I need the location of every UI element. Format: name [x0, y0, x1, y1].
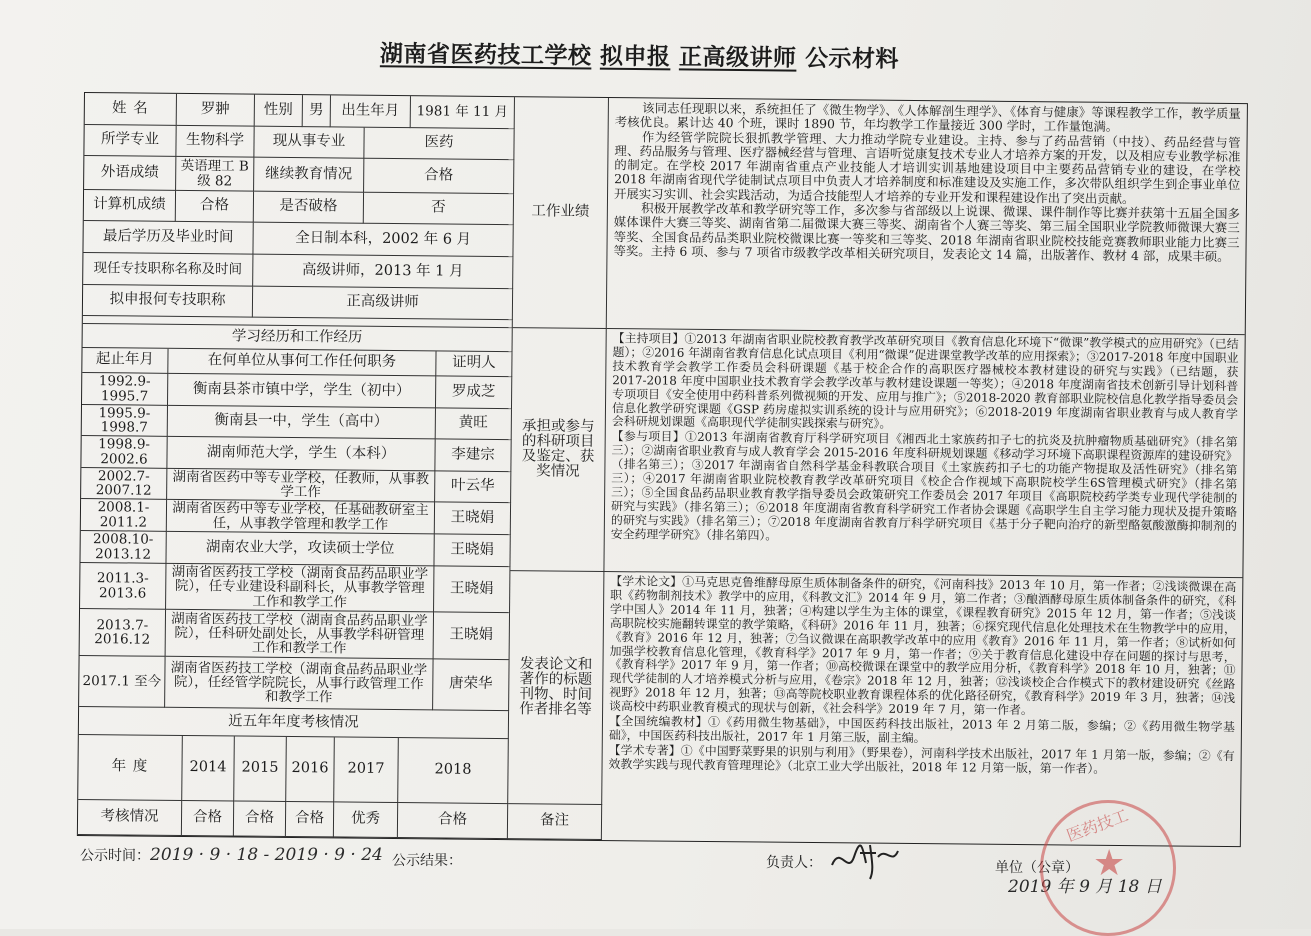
research-block: 【参与项目】①2013 年湖南省教育厅科学研究项目《湘西北土家族药扣子七的抗炎及抗肿瘤物质基础研究》（排名第三）；②湖南省职业教育与成人教育学会 2015-2016 年度科研规划课题《移动学习环境下高职课程资源库的建设研究》（排名第三）；③2017 年湖南省自然科学基金科教联合项目《土家族药扣子七的功能产物提取及活性研究》（排名第三）；④2017 年湖南省职业院校教育教学改革研究项目《校企合作视域下高职院校学生6S管理模式研究》（排名第三）；⑤全国食品药品职业教育教学指导委员会政策研究工作委员会 2017 年项目《高职院校药学类专业现代学徒制的研究与实践》（排名第三）；⑥2018 年度湖南省教育科学研究工作者协会课题《高职学生自主学习能力现状及提升策略的研究与实践》（排名第三）；⑦2018 年度湖南省教育厅科学研究项目《基于分子靶向治疗的新型酪氨酸激酶抑制剂的安全药理学研究》（排名第四）。 — [610, 429, 1238, 543]
current-major-label: 现从事专业 — [254, 127, 364, 159]
assessment-year: 2017 — [334, 737, 399, 803]
papers-label: 发表论文和著作的标题刊物、时间作者排名等 — [508, 571, 604, 805]
major-label: 所学专业 — [84, 125, 176, 157]
assessment-year: 2018 — [398, 738, 509, 804]
signature — [826, 835, 906, 883]
history-col-unit: 在何单位从事何工作任何职务 — [168, 349, 436, 377]
assessment-result: 合格 — [234, 801, 286, 836]
history-period: 1992.9-1995.7 — [82, 373, 168, 406]
publicity-time — [80, 845, 383, 865]
cont-edu-value: 合格 — [364, 159, 514, 194]
history-witness: 王晓娟 — [434, 566, 510, 613]
birth-label: 出生年月 — [331, 95, 411, 128]
history-unit: 衡南县茶市镇中学，学生（初中） — [168, 374, 436, 409]
papers-block: 【学术专著】①《中国野菜野果的识别与利用》（野果卷），河南科学技术出版社，2017 年 1 月第一版，参编；②《有效教学实践与现代教育管理理论》（北京工业大学出版社，2018 年 12 月第一版，第一作者）。 — [608, 742, 1235, 776]
research-block: 【主持项目】①2013 年湖南省职业院校教育教学改革研究项目《教育信息化环境下“微课”教学模式的应用研究》（已结题）；②2016 年湖南省教育信息化试点项目《利用“微课”促进课堂教学改革的应用探索》；③2017-2018 年度中国职业技术教育学会教学工作委员会科研课题《基于校企合作的高职医疗器械校本教材建设的研究与实践》（已结题，获 2017-2018 年度中国职业技术教育学会教学改革与教材建设课题一等奖）；④2018 年度湖南省技术创新引导计划科普专项项目《安全使用中药科普系列微视频的开发、应用与推广》；⑤2018-2020 教育部职业院校信息化教学指导委员会信息化教学研究课题《GSP 药房虚拟实训系统的设计与应用研究》；⑥2018-2019 年度湖南省职业教育与成人教育学会科研规划课题《高职现代学徒制实践探索与研究》。 — [611, 331, 1239, 432]
title-suffix: 公示材料 — [804, 45, 900, 73]
seal-date: 2019 年 9 月 18 日 — [1008, 877, 1162, 897]
history-unit: 湖南省医药技工学校（湖南食品药品职业学院），任经管学院院长，从事行政管理工作和教学工作 — [165, 657, 433, 711]
assessment-year: 2016 — [286, 737, 335, 802]
history-period: 2002.7-2007.12 — [81, 468, 167, 500]
research-content — [604, 329, 1244, 578]
form-table — [77, 92, 1248, 847]
name-label: 姓 名 — [85, 93, 177, 126]
work-paragraph: 作为经管学院院长狠抓教学管理、大力推动学院专业建设。主持、参与了药品营销（中技）、药品经营与管理、药品服务与管理、医疗器械经营与管理、言语听觉康复技术专业人才培养方案的开发，以及相应专业教学标准的制定。在学校 2017 年湖南省重点产业技能人才培训实训基地建设项目中主要药品营销专业的建设，在学校 2018 年湖南省现代学徒制试点项目中负责人才培养制度和标准建设及实施工作，多次带队组织学生到企事业单位开展实习实训、社会实践活动，为适合技能型人才培养的专业开发和课程建设作出了突出贡献。 — [613, 128, 1241, 206]
work-content — [607, 98, 1247, 335]
history-col-witness: 证明人 — [436, 351, 512, 377]
history-period: 2017.1 至今 — [79, 656, 165, 708]
title-action: 拟申报 — [599, 43, 671, 71]
history-unit: 湖南省医药中等专业学校，任基础教研室主任，从事教学管理和教学工作 — [167, 500, 435, 535]
publicity-time-value: 2019 · 9 · 18 - 2019 · 9 · 24 — [150, 845, 383, 865]
history-section-label: 学习经历和工作经历 — [83, 324, 513, 352]
name-value: 罗翀 — [177, 94, 255, 127]
assessment-year: 2015 — [234, 736, 287, 801]
current-title-label: 现任专技职称名称及时间 — [83, 253, 253, 287]
publicity-result-label: 公示结果： — [392, 853, 462, 869]
seal-star-icon: ★ — [1093, 843, 1126, 884]
assessment-result-label: 考核情况 — [78, 800, 182, 836]
publicity-time-label: 公示时间： — [80, 848, 150, 864]
document-title — [380, 35, 899, 73]
current-title-value: 高级讲师，2013 年 1 月 — [253, 255, 513, 289]
exception-value: 否 — [364, 193, 514, 225]
apply-value: 正高级讲师 — [253, 287, 513, 320]
history-unit: 湖南省医药技工学校（湖南食品药品职业学院），任科研处副处长，从事教学科研管理工作和教学工作 — [166, 610, 434, 660]
exception-label: 是否破格 — [254, 192, 364, 224]
unit-seal-label: 单位（公章） — [995, 860, 1079, 876]
degree-value: 全日制本科，2002 年 6 月 — [253, 223, 513, 257]
papers-block: 【全国统编教材】①《药用微生物基础》，中国医药科技出版社，2013 年 2 月第二版，参编；②《药用微生物学基础》，中国医药科技出版社，2017 年 1 月第三版，副主编。 — [608, 714, 1236, 746]
assessment-result: 合格 — [398, 803, 508, 839]
history-unit: 湖南农业大学，攻读硕士学位 — [166, 532, 434, 567]
apply-label: 拟申报何专技职称 — [83, 285, 253, 318]
papers-block: 【学术论文】①马克思克鲁维酵母原生质体制备条件的研究，《河南科技》2013 年 10 月，第一作者；②浅谈微课在高职《药物制剂技术》教学中的应用，《科教文汇》2014 年 9 月，第二作者；③酿酒酵母原生质体制备条件的研究，《科学中国人》2014 年 11 月，独著；④构建以学生为主体的课堂，《课程教育研究》2015 年 12 月，第一作者；⑤浅谈高职院校实施翻转课堂的教学策略，《科研》2016 年 11 月，独著；⑥探究现代信息化处理技术在生物教学中的应用，《教育》2016 年 12 月，独著；⑦刍议微课在高职教学改革中的应用《教育》2016 年 11 月，第一作者；⑧试析如何加强学校教育信息化管理，《教育科学》2017 年 9 月，第一作者；⑨关于教育信息化建设中存在问题的探讨与思考，《教育科学》2017 年 9 月，第一作者；⑩高校微课在课堂中的教学应用分析，《教育科学》2018 年 10 月，独著；⑪现代学徒制的人才培养模式分析与应用，《卷宗》2018 年 12 月，独著；⑫浅谈校企合作模式下的教材建设研究《丝路视野》2018 年 12 月，独著；⑬高等院校职业教育课程体系的优化路径研究，《教育科学》2019 年 3 月，独著；⑭浅谈高校中药职业教育模式的现状与创新，《社会科学》2019 年 7 月，第一作者。 — [609, 574, 1237, 718]
gender-value: 男 — [303, 95, 331, 127]
history-period: 1995.9-1998.7 — [82, 405, 168, 437]
assessment-year-label: 年 度 — [78, 735, 183, 801]
work-paragraph: 该同志任现职以来，系统担任了《微生物学》、《人体解剖生理学》、《体育与健康》等课程教学工作，教学质量考核优良。累计达 40 个班，课时 1890 节，年均教学工作量接近 300 学时，工作量饱满。 — [614, 100, 1241, 135]
papers-content — [602, 572, 1243, 846]
history-period: 2008.10-2013.12 — [80, 531, 166, 564]
seal-text: 医药技工 — [1064, 805, 1131, 846]
person-in-charge-label: 负责人： — [766, 855, 822, 871]
assessment-result: 优秀 — [334, 802, 398, 838]
history-col-start: 起止年月 — [82, 348, 168, 374]
history-witness: 王晓娟 — [434, 612, 510, 660]
history-unit: 湖南省医药中等专业学校，任教师，从事教学工作 — [167, 469, 435, 503]
computer-value: 合格 — [176, 191, 254, 223]
official-seal — [1040, 800, 1176, 936]
history-period: 1998.9-2002.6 — [81, 436, 167, 469]
work-paragraph: 积极开展教学改革和教学研究等工作，多次参与省部级以上说课、微课、课件制作等比赛并获第十五届全国多媒体课件大赛三等奖、湖南省第二届微课大赛三等奖、湖南省个人赛三等奖、第三届全国职业学院教师微课大赛三等奖、全国食品药品类职业院校微课比赛一等奖和三等奖、2018 年湖南省职业院校技能竞赛教师职业能力比赛三等奖。主持 6 项、参与 7 项省市级教学改革相关研究项目，发表论文 14 篇，出版著作、教材 4 部，成果丰硕。 — [613, 200, 1240, 264]
title-school: 湖南省医药技工学校 — [379, 41, 592, 70]
cont-edu-label: 继续教育情况 — [254, 158, 364, 193]
history-unit: 湖南师范大学，学生（本科） — [167, 437, 435, 472]
birth-value: 1981 年 11 月 — [411, 96, 515, 129]
history-witness: 唐荣华 — [433, 659, 509, 711]
history-witness: 王晓娟 — [435, 502, 511, 535]
major-value: 生物科学 — [176, 126, 254, 158]
assessment-section-label: 近五年年度考核情况 — [79, 707, 509, 739]
history-witness: 王晓娟 — [434, 534, 510, 567]
history-period: 2013.7-2016.12 — [80, 609, 166, 657]
language-label: 外语成绩 — [84, 156, 176, 191]
history-unit: 衡南县一中，学生（高中） — [168, 406, 436, 440]
history-witness: 李建宗 — [435, 439, 511, 472]
gender-label: 性别 — [255, 95, 303, 127]
assessment-year: 2014 — [182, 736, 235, 801]
history-witness: 罗成芝 — [436, 376, 512, 409]
degree-label: 最后学历及毕业时间 — [83, 221, 253, 255]
research-label: 承担或参与的科研项目及鉴定、获奖情况 — [510, 328, 606, 572]
title-position: 正高级讲师 — [678, 44, 797, 72]
history-witness: 黄旺 — [436, 408, 512, 440]
history-period: 2008.1-2011.2 — [81, 499, 167, 532]
computer-label: 计算机成绩 — [84, 190, 176, 222]
work-label: 工作业绩 — [513, 97, 609, 329]
assessment-note-label: 备注 — [508, 804, 602, 840]
language-value: 英语理工 B 级 82 — [176, 157, 254, 192]
history-unit: 湖南省医药技工学校（湖南食品药品职业学院），任专业建设科副科长，从事教学管理工作和教学工作 — [166, 564, 434, 613]
history-period: 2011.3-2013.6 — [80, 563, 166, 610]
assessment-result: 合格 — [182, 801, 234, 836]
history-witness: 叶云华 — [435, 471, 511, 503]
assessment-result: 合格 — [286, 802, 334, 837]
current-major-value: 医药 — [364, 128, 514, 160]
